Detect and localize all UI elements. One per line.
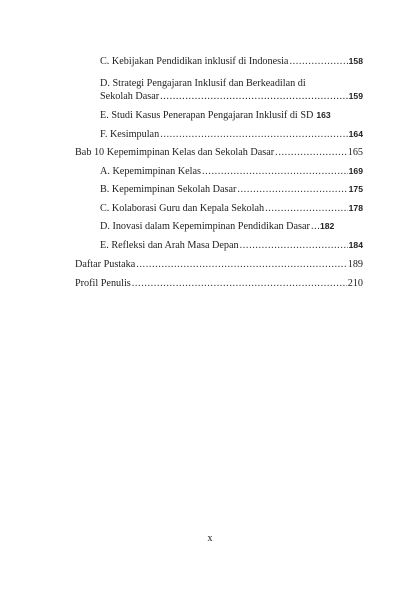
toc-entry-label: D. Inovasi dalam Kepemimpinan Pendidikan Dasar	[100, 221, 310, 232]
toc-leader-dots	[202, 165, 348, 178]
toc-entry-page: 164	[348, 129, 363, 139]
toc-entry-kolaborasi[interactable]	[100, 202, 363, 215]
toc-entry-label: C. Kolaborasi Guru dan Kepala Sekolah	[100, 203, 265, 214]
toc-entry-kebijakan[interactable]	[100, 55, 363, 68]
toc-entry-label: A. Kepemimpinan Kelas	[100, 166, 201, 177]
toc-entry-page: 178	[348, 203, 363, 213]
toc-entry-label: C. Kebijakan Pendidikan inklusif di Indonesia	[100, 56, 289, 67]
toc-leader-dots	[289, 55, 347, 68]
toc-entry-label: E. Refleksi dan Arah Masa Depan	[100, 240, 239, 251]
toc-entry-label: Bab 10 Kepemimpinan Kelas dan Sekolah Dasar	[75, 147, 275, 158]
toc-leader-dots	[132, 277, 347, 290]
toc-leader-dots	[311, 220, 319, 233]
toc-entry-label: Daftar Pustaka	[75, 259, 136, 270]
toc-entry-page: 189	[347, 259, 363, 270]
toc-entry-page: 163	[316, 110, 331, 120]
toc-leader-dots	[240, 239, 348, 252]
toc-entry-page: 184	[348, 240, 363, 250]
toc-entry-bab-10[interactable]	[75, 146, 363, 159]
toc-entry-kesimpulan[interactable]	[100, 128, 363, 141]
toc-leader-dots	[160, 90, 348, 103]
toc-entry-label: E. Studi Kasus Penerapan Pengajaran Inklusif di SD	[100, 110, 314, 121]
toc-entry-page: 175	[348, 184, 363, 194]
toc-leader-dots	[275, 146, 347, 159]
toc-leader-dots	[160, 128, 347, 141]
toc-entry-studi-kasus[interactable]	[100, 109, 363, 122]
toc-entry-kepemimpinan-kelas[interactable]	[100, 165, 363, 178]
toc-entry-page: 210	[347, 278, 363, 289]
toc-leader-dots	[237, 183, 347, 196]
toc-entry-label: B. Kepemimpinan Sekolah Dasar	[100, 184, 237, 195]
toc-leader-dots	[136, 258, 346, 271]
toc-entry-page: 169	[348, 166, 363, 176]
toc-entry-label: Profil Penulis	[75, 278, 131, 289]
toc-entry-label-line1: D. Strategi Pengajaran Inklusif dan Berkeadilan di	[100, 78, 306, 89]
toc-entry-profil-penulis[interactable]	[75, 277, 363, 290]
toc-entry-page: 182	[319, 221, 335, 231]
toc-entry-kepemimpinan-sekolah[interactable]	[100, 183, 363, 196]
toc-entry-refleksi[interactable]	[100, 239, 363, 252]
toc-entry-label-line2: Sekolah Dasar	[100, 91, 160, 102]
toc-entry-page: 158	[348, 56, 363, 66]
toc-entry-label: F. Kesimpulan	[100, 129, 160, 140]
toc-entry-strategi[interactable]	[100, 77, 363, 103]
toc-entry-page: 165	[347, 147, 363, 158]
toc-entry-inovasi[interactable]	[100, 220, 363, 233]
toc-entry-daftar-pustaka[interactable]	[75, 258, 363, 271]
page-number: x	[207, 533, 213, 544]
toc-leader-dots	[265, 202, 348, 215]
toc-entry-page: 159	[348, 91, 363, 101]
